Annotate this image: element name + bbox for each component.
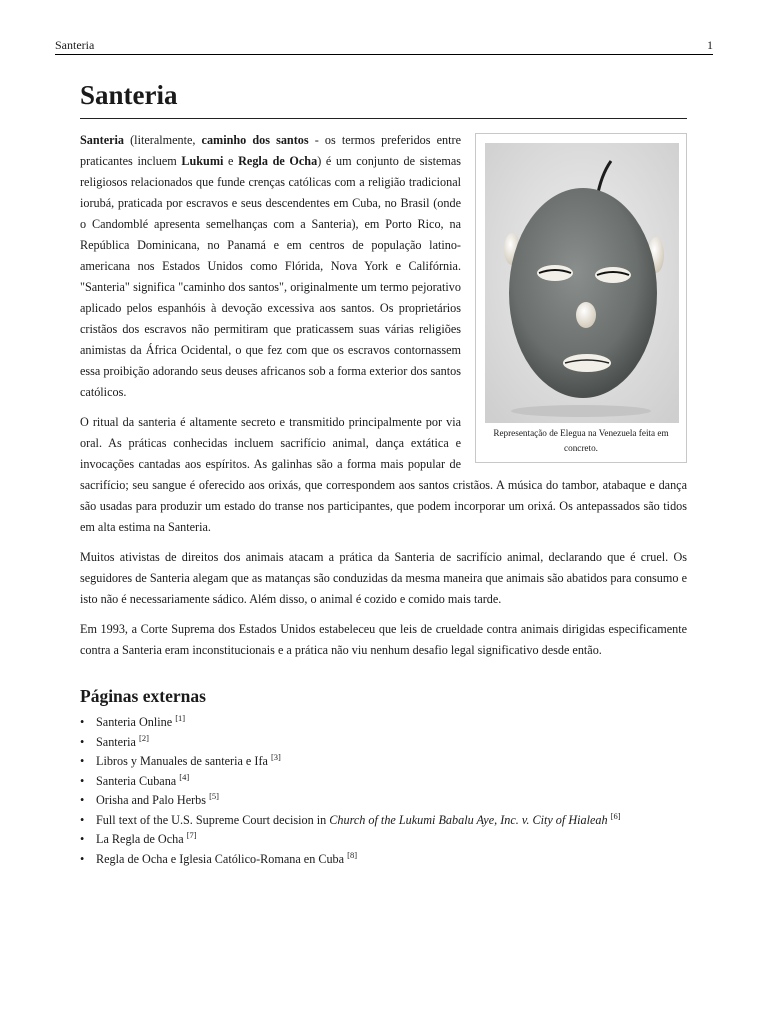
external-links-heading: Páginas externas <box>80 686 206 706</box>
running-header-title: Santeria <box>55 38 95 52</box>
running-header <box>55 38 713 55</box>
list-item[interactable]: • La Regla de Ocha [7] <box>80 830 687 850</box>
page-title: Santeria <box>80 80 178 110</box>
list-item[interactable]: • Santeria [2] <box>80 733 687 753</box>
term-regla: Regla de Ocha <box>238 154 318 168</box>
list-item[interactable]: • Santeria Cubana [4] <box>80 772 687 792</box>
article-body <box>80 130 687 869</box>
term-caminho: caminho dos santos <box>201 133 309 147</box>
term-lukumi: Lukumi <box>181 154 224 168</box>
figure-box <box>475 133 687 463</box>
activists-paragraph: Muitos ativistas de direitos dos animais atacam a prática da Santeria de sacrifício animal, declarando que é cruel. Os seguidores de Santeria alegam que as matanças são conduzidas da mesma maneira que animais são abatidos para consumo e isto não é necessariamente sádico. Além disso, o animal é cozido e comido mais tarde. <box>80 550 687 606</box>
title-rule <box>80 118 687 119</box>
court-paragraph: Em 1993, a Corte Suprema dos Estados Unidos estabeleceu que leis de crueldade contra animais dirigidas especificamente contra a Santeria eram inconstitucionais e a prática não viu nenhum desafio legal significativo desde então. <box>80 622 687 657</box>
figure-caption: Representação de Elegua na Venezuela feita em concreto. <box>493 428 669 453</box>
list-item[interactable]: • Regla de Ocha e Iglesia Católico-Romana en Cuba [8] <box>80 850 687 870</box>
list-item[interactable]: • Santeria Online [1] <box>80 713 687 733</box>
list-item[interactable]: • Orisha and Palo Herbs [5] <box>80 791 687 811</box>
intro-paragraph: Santeria (literalmente, caminho dos santos - os termos preferidos entre praticantes incluem Lukumi e Regla de Ocha) é um conjunto de sistemas religiosos relacionados que funde crenças católicas com a religião tradicional iorubá, praticada por escravos e seus descendentes em Cuba, no Brasil (onde o Candomblé apresenta semelhanças com a Santeria), em Porto Rico, na República Dominicana, no Panamá e em centros de população latino-americana nos Estados Unidos como Flórida, Nova York e Califórnia. "Santeria" significa "caminho dos santos", originalmente um termo pejorativo aplicado pelos espanhóis à devoção excessiva aos santos. Os proprietários cristãos dos escravos não permitiram que praticassem suas várias religiões animistas da África Ocidental, o que fez com que os escravos contornassem essa proibição adorando seus deuses africanos sob a forma exterior dos santos católicos. <box>80 133 461 399</box>
page-number: 1 <box>707 38 713 52</box>
term-santeria: Santeria <box>80 133 125 147</box>
list-item[interactable]: • Libros y Manuales de santeria e Ifa [3] <box>80 752 687 772</box>
external-links-list <box>80 713 687 869</box>
ritual-paragraph: O ritual da santeria é altamente secreto e transmitido principalmente por via oral. As práticas conhecidas incluem sacrifício animal, dança extática e invocações cantadas aos espíritos. As galinhas são a forma mais popular de sacrifício; seu sangue é oferecido aos orixás, que correspondem aos santos cristãos. A música do tambor, atabaque e dança são usadas para produzir um estado do transe nos participantes, que podem incorporar um orixá. Os antepassados são tidos em alta estima na Santeria. <box>80 415 687 534</box>
elegua-mask-image <box>485 143 679 423</box>
list-item[interactable]: • Full text of the U.S. Supreme Court decision in Church of the Lukumi Babalu Aye, Inc. v. City of Hialeah [6] <box>80 811 687 831</box>
